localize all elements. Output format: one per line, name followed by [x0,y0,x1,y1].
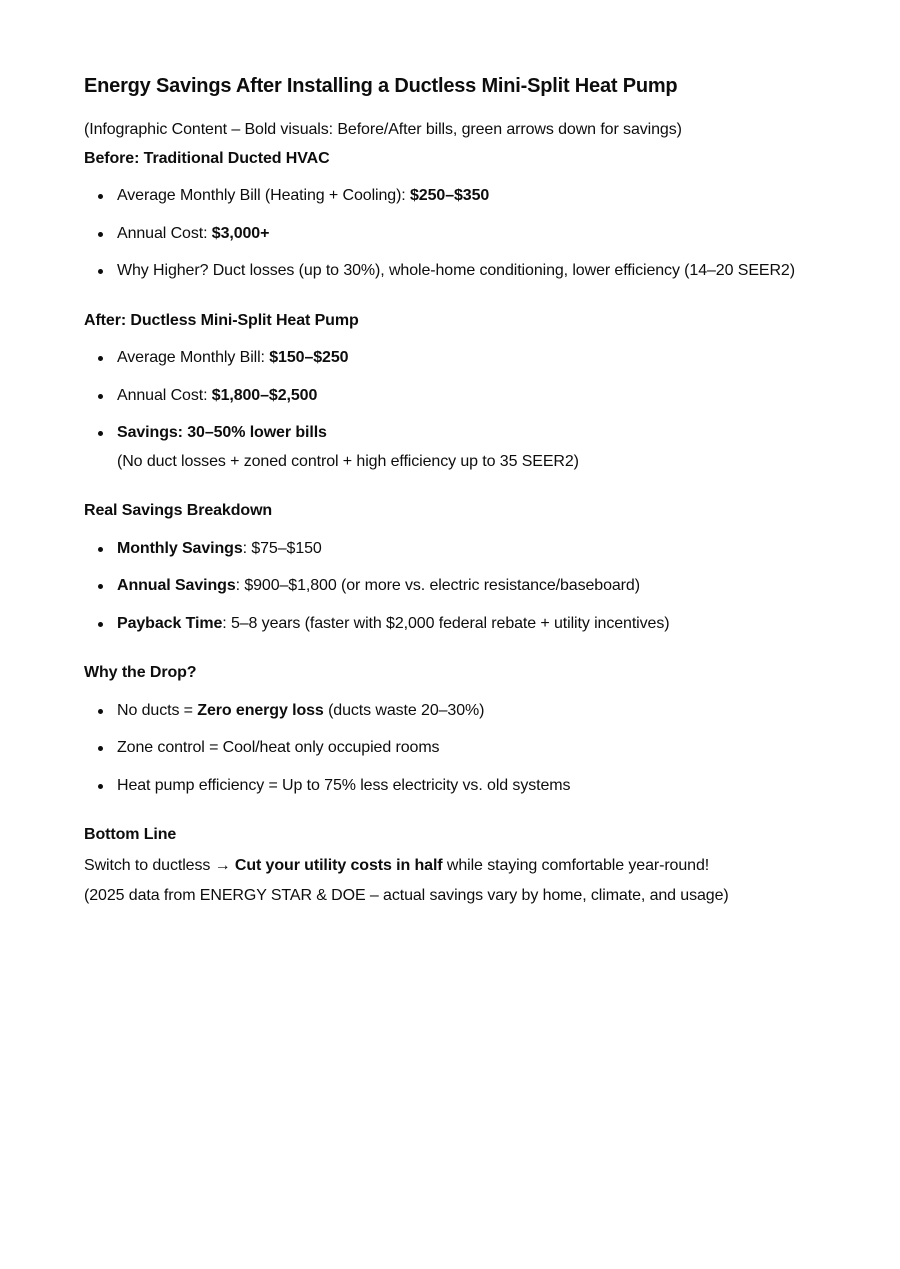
page-title: Energy Savings After Installing a Ductless Mini-Split Heat Pump [84,75,678,97]
list-item-text: Annual Savings: $900–$1,800 (or more vs. electric resistance/baseboard) [117,577,640,594]
list-item [84,535,816,564]
list-item-text: Savings: 30–50% lower bills [117,424,327,441]
list-item-text: Average Monthly Bill: $150–$250 [117,349,349,366]
list-item [84,772,816,801]
section [84,659,816,800]
list-item [84,344,816,373]
section [84,307,816,477]
bullet-list [84,182,816,286]
list-item [84,419,816,476]
section [84,145,816,286]
section-heading: Why the Drop? [84,664,197,681]
list-item-text: Annual Cost: $1,800–$2,500 [117,386,318,404]
bullet-list [84,535,816,639]
list-item-text: Why Higher? Duct losses (up to 30%), whole-home conditioning, lower efficiency (14–20 SEER2) [117,262,795,279]
list-item-text: Zone control = Cool/heat only occupied rooms [117,739,440,756]
list-item-text: Payback Time: 5–8 years (faster with $2,000 federal rebate + utility incentives) [117,614,670,632]
bottom-note: (2025 data from ENERGY STAR & DOE – actual savings vary by home, climate, and usage) [84,887,729,904]
list-item [84,220,816,249]
list-item [84,382,816,411]
list-item-subline: (No duct losses + zoned control + high efficiency up to 35 SEER2) [117,452,579,470]
list-item-text: Monthly Savings: $75–$150 [117,539,322,557]
bottom-line-section [84,821,816,911]
sections-container [84,145,816,801]
section [84,497,816,638]
list-item-text: No ducts = Zero energy loss (ducts waste 20–30%) [117,701,485,719]
section-heading: Real Savings Breakdown [84,502,273,519]
section-heading: Bottom Line [84,826,177,843]
list-item [84,697,816,726]
list-item-text: Heat pump efficiency = Up to 75% less electricity vs. old systems [117,776,571,794]
list-item [84,734,816,763]
bullet-list [84,697,816,801]
list-item [84,610,816,639]
bottom-line-text: Switch to ductless → Cut your utility costs in half while staying comfortable year-round! [84,856,710,874]
intro-note: (Infographic Content – Bold visuals: Before/After bills, green arrows down for savings) [84,121,682,138]
list-item [84,572,816,601]
bullet-list [84,344,816,476]
list-item [84,257,816,286]
list-item [84,182,816,211]
section-heading: After: Ductless Mini-Split Heat Pump [84,311,359,329]
list-item-text: Average Monthly Bill (Heating + Cooling): $250–$350 [117,187,490,204]
section-heading: Before: Traditional Ducted HVAC [84,149,330,167]
list-item-text: Annual Cost: $3,000+ [117,224,270,242]
